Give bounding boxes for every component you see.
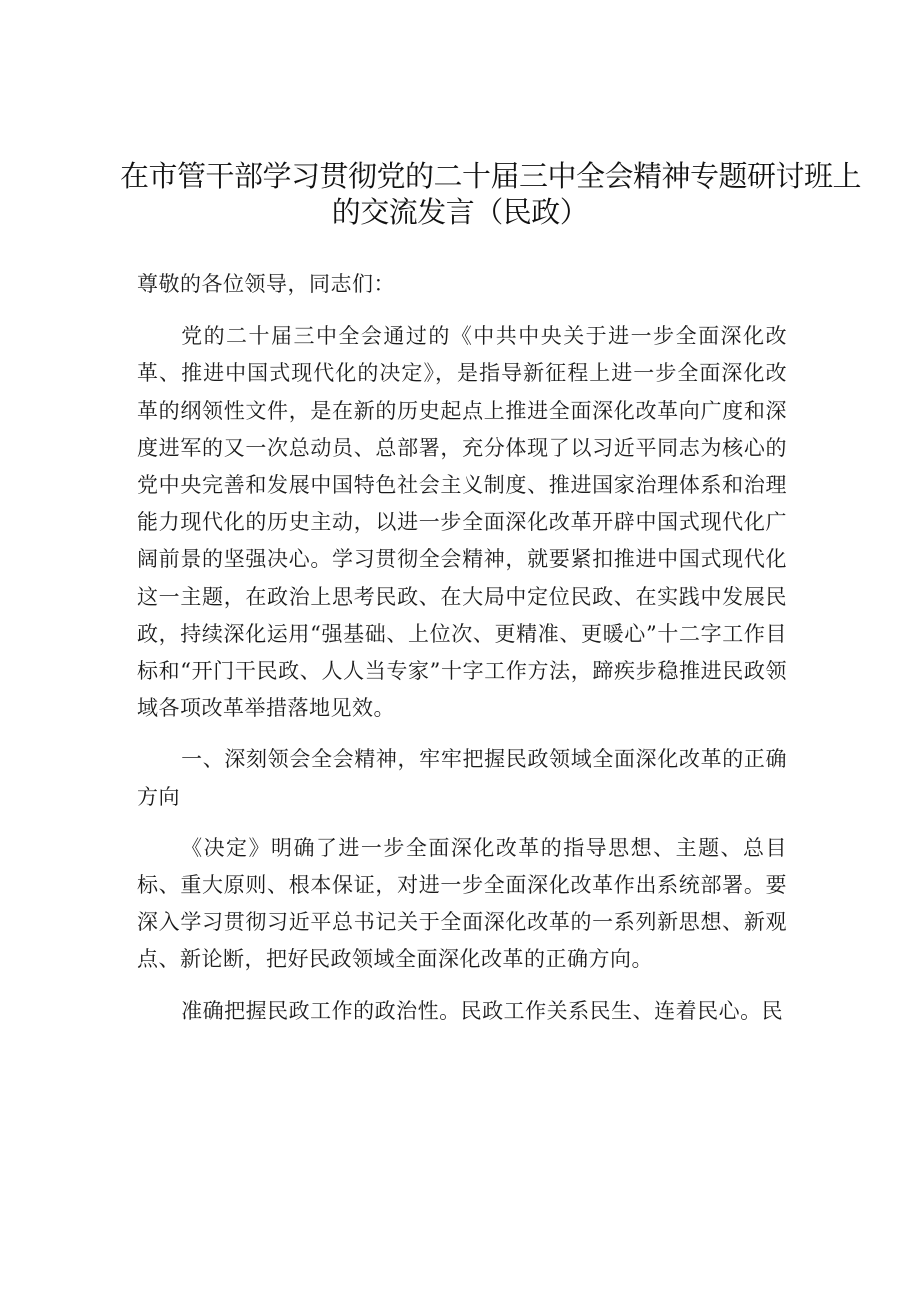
document-title (120, 158, 862, 230)
paragraph-intro: 党的二十届三中全会通过的《中共中央关于进一步全面深化改革、推进中国式现代化的决定》，是指导新征程上进一步全面深化改革的纲领性文件，是在新的历史起点上推进全面深化改革向广度和深度进军的又一次总动员、总部署，充分体现了以习近平同志为核心的党中央完善和发展中国特色社会主义制度、推进国家治理体系和治理能力现代化的历史主动，以进一步全面深化改革开辟中国式现代化广阔前景的坚强决心。学习贯彻全会精神，就要紧扣推进中国式现代化这一主题，在政治上思考民政、在大局中定位民政、在实践中发展民政，持续深化运用“强基础、上位次、更精准、更暖心”十二字工作目标和“开门干民政、人人当专家”十字工作方法，蹄疾步稳推进民政领域各项改革举措落地见效。 (137, 324, 787, 721)
salutation: 尊敬的各位领导，同志们： (137, 272, 395, 296)
title-line-2: 的交流发言（民政） (331, 195, 589, 229)
section-heading-1: 一、深刻领会全会精神，牢牢把握民政领域全面深化改革的正确方向 (137, 747, 787, 809)
paragraph-political: 准确把握民政工作的政治性。民政工作关系民生、连着民心。民 (181, 998, 784, 1023)
title-line-1: 在市管干部学习贯彻党的二十届三中全会精神专题研讨班上 (120, 159, 862, 193)
paragraph-decision: 《决定》明确了进一步全面深化改革的指导思想、主题、总目标、重大原则、根本保证，对进一步全面深化改革作出系统部署。要深入学习贯彻习近平总书记关于全面深化改革的一系列新思想、新观点、新论断，把好民政领域全面深化改革的正确方向。 (137, 835, 787, 972)
document-body (137, 266, 787, 1044)
